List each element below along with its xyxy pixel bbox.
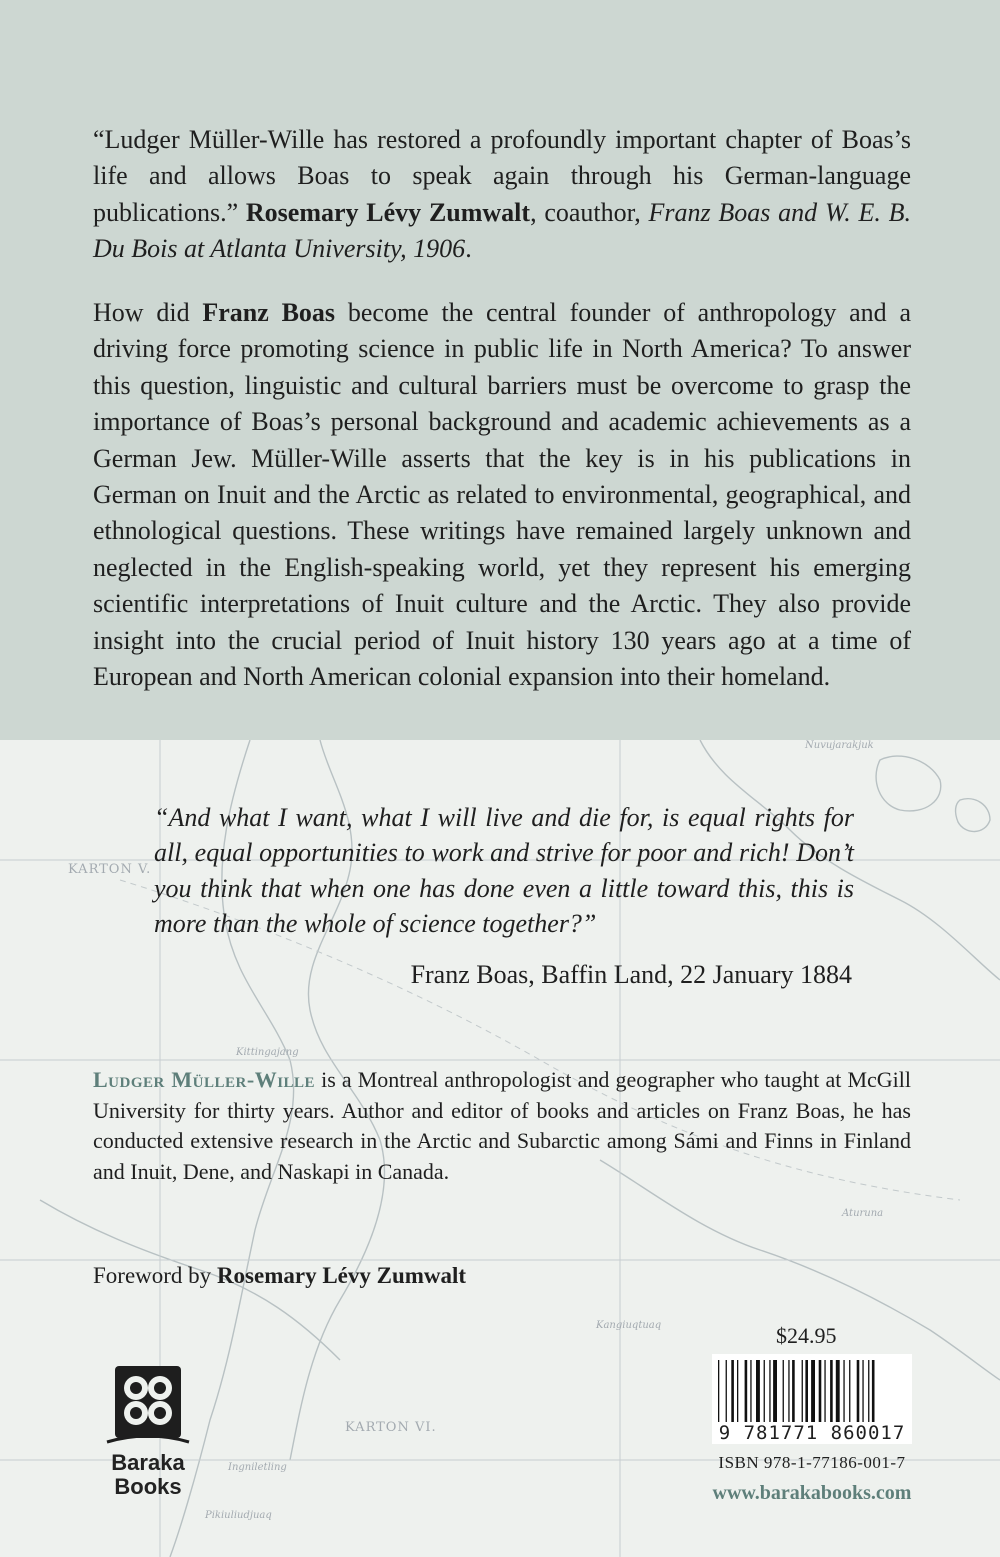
barcode-bar [737,1360,738,1422]
publisher-name-line2: Books [114,1474,182,1499]
barcode-bar [792,1360,795,1422]
map-label: Ingniletling [228,1462,287,1473]
isbn: ISBN 978-1-77186-001-7 [718,1453,906,1472]
map-label: Kittingajang [236,1047,299,1058]
barcode-digits: 9 781771 860017 [712,1422,912,1444]
barcode-bar [849,1360,850,1422]
description-lead: How did [93,298,203,327]
barcode-bar [773,1360,777,1422]
barcode-bar [769,1360,770,1422]
barcode-bar [872,1360,875,1422]
book-description [93,295,911,695]
barcode-bar [868,1360,869,1422]
praise-author: Rosemary Lévy Zumwalt [245,197,531,227]
publisher-website-link[interactable]: www.barakabooks.com [712,1482,912,1504]
barcode-bar [843,1360,844,1422]
barcode-bar [750,1360,751,1422]
barcode-bar [836,1360,840,1422]
map-label: Nuvujarakjuk [805,740,874,751]
publisher-name-line1: Baraka [111,1450,185,1475]
map-label: Kangiuqtuaq [596,1320,662,1331]
barcode-bar [819,1360,822,1422]
praise-book-title: Franz Boas and W. E. B. Du Bois at Atlanta University, 1906 [93,197,912,264]
barcode-bar [788,1360,789,1422]
barcode-bar [764,1360,765,1422]
barcode-bar [830,1360,833,1422]
quote-attribution: Franz Boas, Baffin Land, 22 January 1884 [410,960,852,989]
map-label: Aturuna [842,1208,884,1219]
foreword-name: Rosemary Lévy Zumwalt [216,1263,467,1288]
barcode-bars [712,1354,912,1424]
barcode-bar [731,1360,734,1422]
barcode-bar [857,1360,860,1422]
barcode-bar [745,1360,748,1422]
barcode-bar [824,1360,825,1422]
barcode-bar [805,1360,808,1422]
description-subject: Franz Boas [202,298,336,327]
barcode-bar [862,1360,863,1422]
map-label: KARTON V. [68,862,152,877]
price: $24.95 [776,1323,837,1348]
barcode-bar [718,1360,719,1422]
author-bio [93,1065,911,1187]
barcode-bar [756,1360,760,1422]
island-small [956,799,990,832]
barcode-bar [811,1360,815,1422]
barcode-bar [726,1360,727,1422]
barcode-bar [802,1360,803,1422]
barcode-bar [783,1360,784,1422]
map-label: KARTON VI. [345,1420,437,1435]
author-bio-text: is a Montreal anthropologist and geographer who taught at McGill University for thirty years. Author and editor of books and articles on Franz Boas, he has conducted extensive research in the Arctic and Subarctic among Sámi and Finns in Finland and Inuit, Dene, and Naskapi in Canada. [93,1067,911,1184]
praise-end: . [465,234,472,264]
praise-role: , coauthor, [530,197,649,227]
boas-quote: “And what I want, what I will live and die for, is equal rights for all, equal opportunities to work and strive for poor and rich! Don’t you think that when one has done even a little toward this, this is more than the whole of science together?” [154,803,854,939]
praise-blurb [93,122,911,268]
foreword-credit [93,1263,466,1289]
description-body: become the central founder of anthropology and a driving force promoting science in public life in North America? To answer this question, linguistic and cultural barriers must be overcome to grasp the importance of Boas’s personal background and academic achievements as a German Jew. Müller-Wille asserts that the key is in his publications in German on Inuit and the Arctic as related to environmental, geographical, and ethnological questions. These writings have remained largely unknown and neglected in the English-speaking world, yet they represent his emerging scientific interpretations of Inuit culture and the Arctic. They also provide insight into the crucial period of Inuit history 130 years ago at a time of European and North American colonial expansion into their homeland. [93,298,911,692]
foreword-label: Foreword by [93,1263,217,1288]
map-label: Pikiuliudjuaq [205,1510,272,1521]
island [876,756,941,811]
praise-quote: “Ludger Müller-Wille has restored a profoundly important chapter of Boas’s life and allows Boas to speak again through his German-language publications.” [93,125,911,227]
author-name: Ludger Müller-Wille [93,1067,316,1092]
